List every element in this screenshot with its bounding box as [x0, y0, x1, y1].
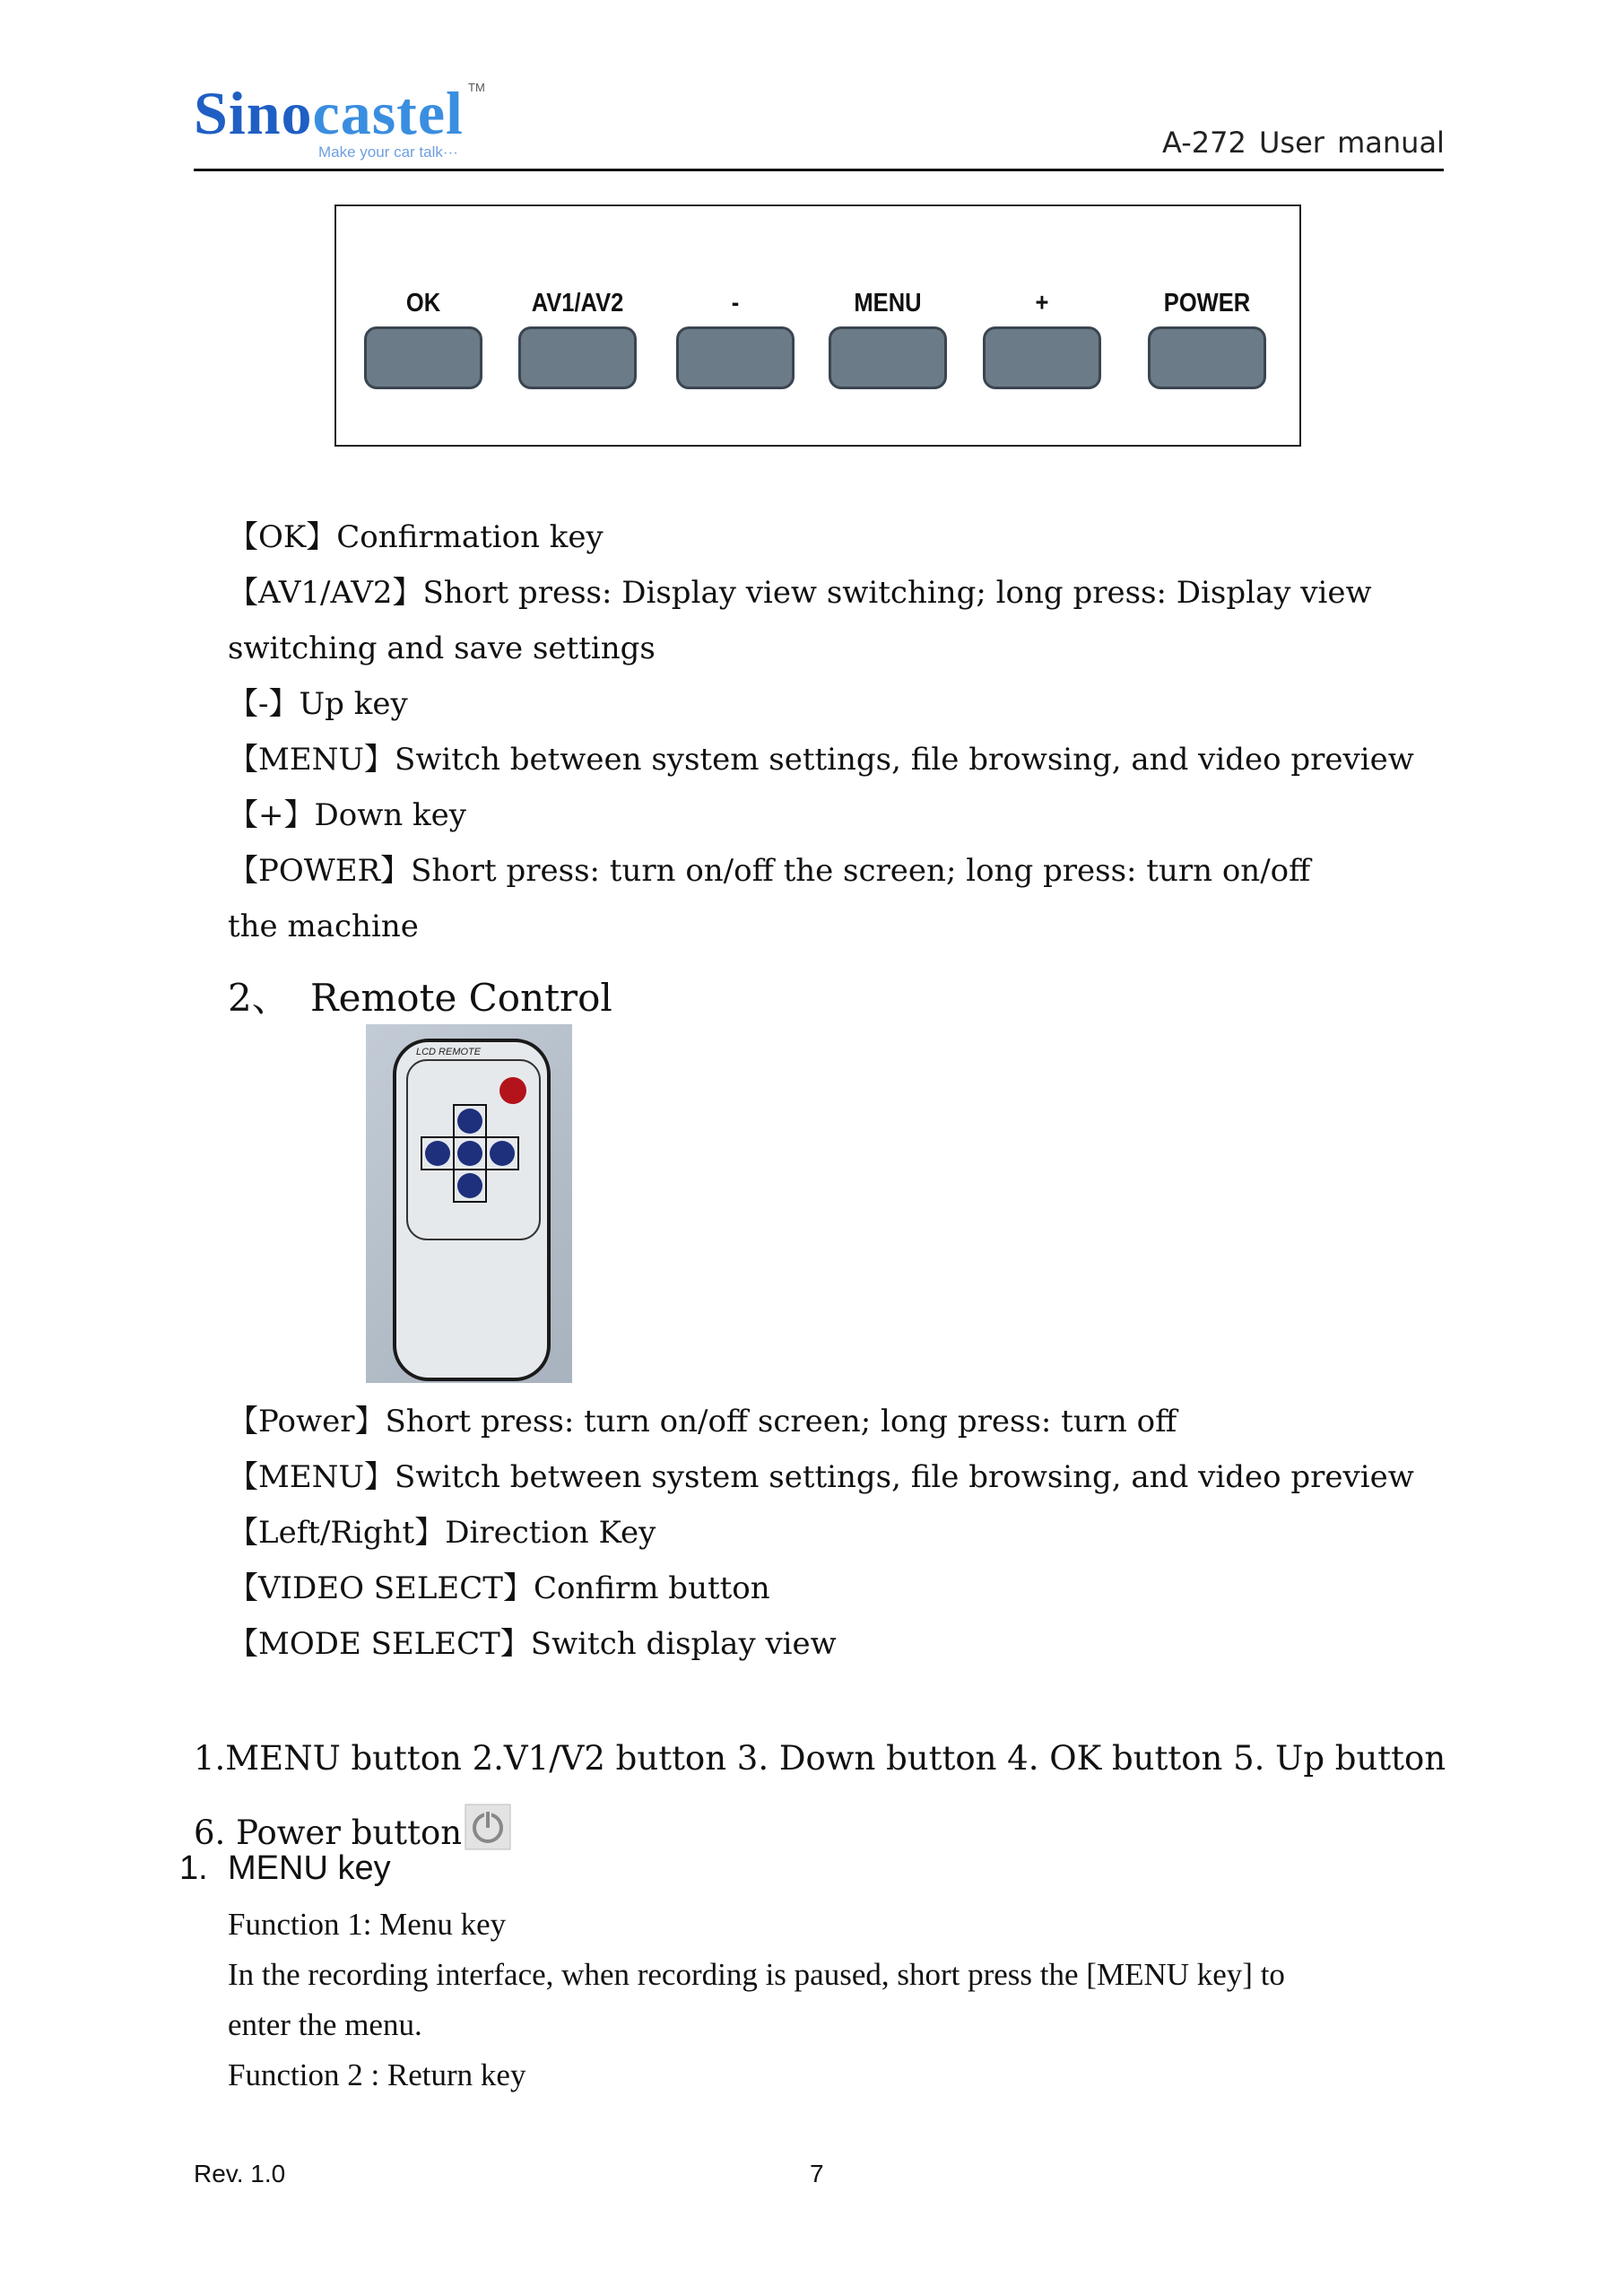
footer-revision: Rev. 1.0: [194, 2160, 286, 2187]
button-list-line2: 6. Power button: [194, 1801, 512, 1849]
key-desc-av: 【AV1/AV2】Short press: Display view switching; long press: Display view: [228, 575, 1372, 611]
panel-power-button: [1148, 326, 1266, 389]
remote-desc-video-select: 【VIDEO SELECT】Confirm button: [228, 1570, 770, 1606]
remote-brand-label: LCD REMOTE: [416, 1047, 482, 1057]
menu-key-heading: 1. MENU key: [179, 1849, 391, 1887]
remote-up-button: [457, 1109, 482, 1134]
remote-desc-power: 【Power】Short press: turn on/off screen; long press: turn off: [228, 1404, 1177, 1439]
remote-power-button: [499, 1077, 526, 1104]
manual-title: A-272 User manual: [1162, 126, 1445, 160]
footer-page-number: 7: [810, 2160, 824, 2187]
remote-desc-direction: 【Left/Right】Direction Key: [228, 1515, 656, 1551]
button-list-line1: 1.MENU button 2.V1/V2 button 3. Down button 4. OK button 5. Up button: [194, 1739, 1446, 1778]
panel-label-menu: MENU: [854, 289, 922, 317]
panel-menu-button: [829, 326, 947, 389]
remote-right-button: [490, 1141, 515, 1166]
remote-left-button: [425, 1141, 450, 1166]
menu-function2: Function 2 : Return key: [228, 2057, 526, 2092]
key-desc-plus: 【+】Down key: [228, 797, 466, 833]
panel-label-ok: OK: [405, 289, 441, 317]
remote-control-photo: [366, 1024, 572, 1383]
key-desc-power-cont: the machine: [228, 909, 419, 944]
remote-desc-mode-select: 【MODE SELECT】Switch display view: [228, 1626, 837, 1662]
remote-desc-menu: 【MENU】Switch between system settings, file browsing, and video preview: [228, 1459, 1414, 1495]
logo-tagline: Make your car talk···: [318, 144, 458, 161]
brand-logo: Sinocastel: [194, 79, 464, 147]
remote-down-button: [457, 1173, 482, 1198]
panel-label-av: AV1/AV2: [531, 289, 624, 317]
key-desc-menu: 【MENU】Switch between system settings, file browsing, and video preview: [228, 742, 1414, 778]
power-icon: [464, 1803, 512, 1851]
panel-plus-button: [983, 326, 1101, 389]
section-heading-remote: 2、 Remote Control: [228, 976, 612, 1020]
panel-av-button: [518, 326, 637, 389]
panel-label-plus: +: [1035, 289, 1049, 317]
header-divider: [194, 169, 1444, 171]
key-desc-power: 【POWER】Short press: turn on/off the screen; long press: turn on/off: [228, 853, 1311, 889]
menu-function1: Function 1: Menu key: [228, 1907, 507, 1942]
menu-desc-line1: In the recording interface, when recording is paused, short press the [MENU key] to: [228, 1957, 1285, 1992]
panel-label-minus: -: [731, 289, 740, 317]
panel-minus-button: [676, 326, 795, 389]
panel-ok-button: [364, 326, 482, 389]
remote-control-illustration: [366, 1024, 572, 1383]
button-panel-figure: [334, 204, 1301, 447]
key-desc-av-cont: switching and save settings: [228, 631, 656, 666]
key-desc-ok: 【OK】Confirmation key: [228, 519, 604, 555]
menu-desc-line2: enter the menu.: [228, 2007, 422, 2042]
panel-label-power: POWER: [1163, 289, 1251, 317]
remote-center-button: [457, 1141, 482, 1166]
key-desc-minus: 【-】Up key: [228, 686, 408, 722]
logo-trademark: TM: [468, 81, 485, 94]
